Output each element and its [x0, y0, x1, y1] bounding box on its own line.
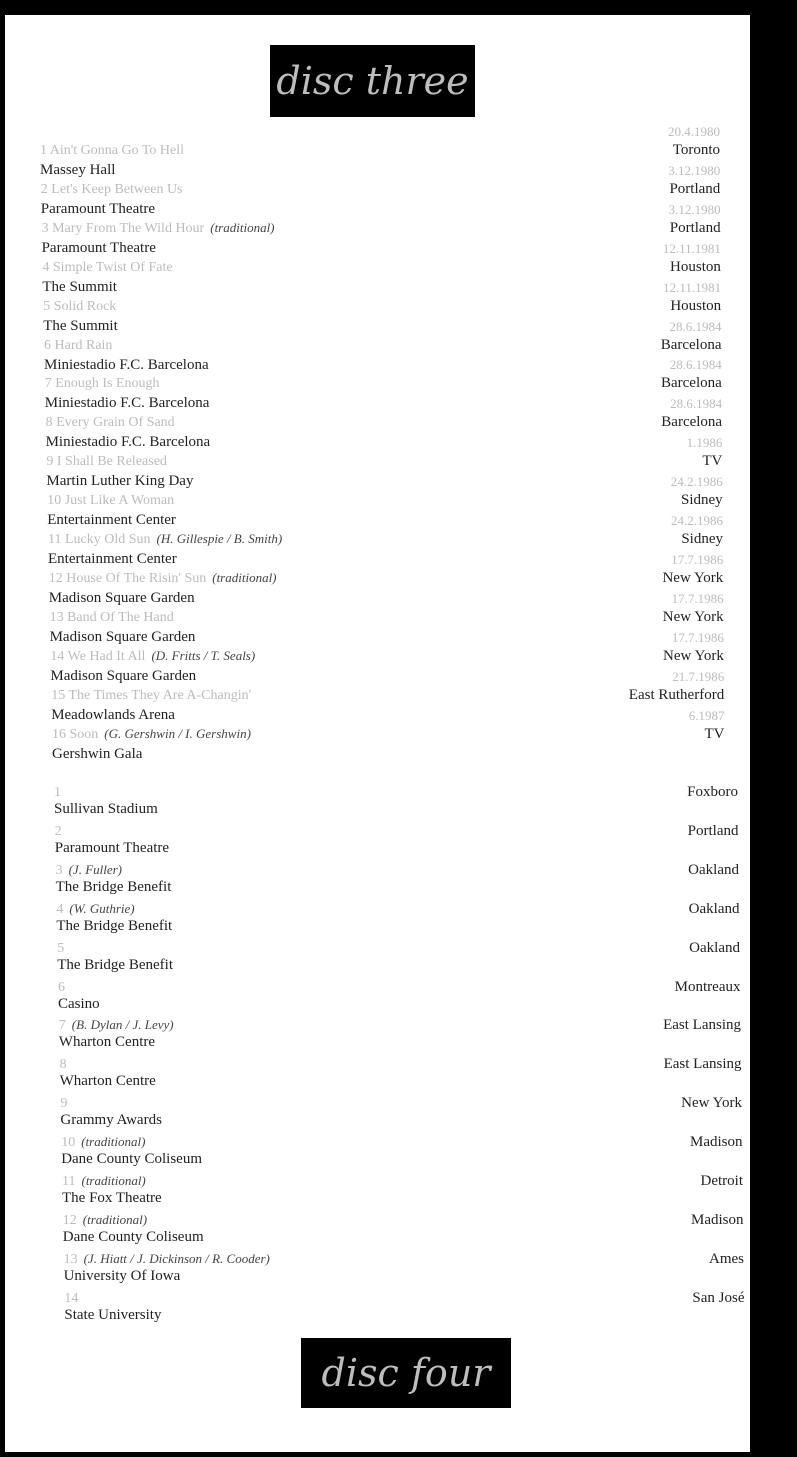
track-venue: The Summit — [42, 278, 117, 295]
track-venue: Madison Square Garden — [50, 667, 197, 684]
track-city: Portland — [687, 822, 739, 839]
track-venue: Wharton Centre — [58, 1034, 156, 1051]
track-song: 7 Enough Is Enough — [44, 376, 160, 392]
track-title-line — [48, 531, 282, 548]
track-song: 2 — [54, 823, 62, 839]
track-date: 20.4.1980 — [668, 124, 720, 139]
track-city: Barcelona — [660, 375, 722, 392]
track-city: Portland — [669, 180, 721, 197]
track-date: 24.2.1986 — [670, 474, 723, 490]
track-date: 24.2.1986 — [671, 513, 723, 528]
track-city: Sidney — [681, 531, 723, 547]
track-city: Foxboro — [687, 784, 738, 800]
track-date: 12.11.1981 — [662, 240, 721, 256]
track-venue: Casino — [58, 995, 100, 1012]
track-city: Oakland — [689, 939, 740, 956]
track-title-line — [64, 1251, 270, 1268]
track-venue: The Fox Theatre — [62, 1190, 162, 1206]
track-city: TV — [704, 725, 725, 742]
track-venue: Entertainment Center — [47, 512, 176, 529]
track-song: 12 — [62, 1212, 77, 1228]
track-credit: (traditional) — [81, 1134, 146, 1150]
track-venue: Gershwin Gala — [52, 745, 143, 762]
track-city: East Lansing — [663, 1017, 741, 1034]
track-venue: Paramount Theatre — [40, 200, 156, 217]
track-venue: Wharton Centre — [59, 1073, 156, 1090]
track-title-line — [55, 823, 62, 840]
track-credit: (traditional) — [210, 219, 275, 235]
track-date: 17.7.1986 — [671, 590, 724, 606]
track-song: 6 — [58, 979, 65, 995]
track-city: Detroit — [700, 1173, 743, 1189]
track-song: 11 — [62, 1174, 76, 1189]
track-city: New York — [681, 1095, 742, 1112]
track-title-line — [50, 609, 174, 626]
track-city: Oakland — [688, 861, 739, 878]
track-title-line — [42, 259, 172, 276]
track-venue: Paramount Theatre — [41, 239, 156, 256]
track-venue: Dane County Coliseum — [61, 1151, 203, 1168]
track-title-line — [58, 979, 65, 996]
track-venue: Paramount Theatre — [54, 839, 170, 856]
disc-three-title: disc three — [270, 45, 475, 117]
track-date: 12.11.1981 — [663, 279, 722, 295]
track-date: 28.6.1984 — [670, 396, 723, 412]
track-city: New York — [662, 569, 724, 586]
track-date: 6.1987 — [688, 707, 725, 723]
track-credit: (J. Fuller) — [68, 861, 123, 877]
track-title-line — [64, 1290, 78, 1307]
track-credit: (H. Gillespie / B. Smith) — [156, 531, 283, 546]
track-venue: The Summit — [43, 317, 118, 334]
track-song: 10 — [61, 1135, 76, 1151]
track-song: 8 Every Grain Of Sand — [45, 415, 175, 431]
track-credit: (D. Fritts / T. Seals) — [151, 647, 256, 663]
track-title-line — [50, 648, 255, 665]
track-date: 3.12.1980 — [668, 201, 721, 217]
track-city: Houston — [670, 258, 721, 275]
track-date: 28.6.1984 — [669, 357, 722, 373]
track-song: 2 Let's Keep Between Us — [40, 181, 183, 197]
track-date: 17.7.1986 — [671, 551, 724, 567]
track-city: Sidney — [681, 492, 723, 509]
track-venue: The Bridge Benefit — [57, 956, 173, 973]
track-city: Barcelona — [660, 336, 722, 353]
track-city: Ames — [709, 1250, 744, 1267]
track-song: 1 — [54, 785, 61, 800]
track-song: 14 — [64, 1290, 79, 1306]
track-title-line — [42, 220, 275, 237]
track-title-line — [49, 570, 277, 587]
track-date: 17.7.1986 — [671, 629, 724, 645]
track-city: Portland — [669, 219, 721, 236]
track-title-line — [46, 414, 175, 431]
track-city: Houston — [670, 297, 722, 314]
track-title-line — [54, 784, 61, 801]
track-song: 15 The Times They Are A-Changin' — [51, 687, 252, 703]
track-city: Montreaux — [674, 978, 741, 995]
track-title-line — [43, 298, 116, 315]
track-venue: The Bridge Benefit — [55, 878, 172, 895]
track-song: 16 Soon — [52, 726, 99, 742]
track-venue: Miniestadio F.C. Barcelona — [44, 395, 210, 412]
track-title-line — [57, 940, 64, 957]
disc-four-title: disc four — [301, 1338, 511, 1408]
track-credit: (W. Guthrie) — [69, 900, 135, 916]
track-city: San José — [692, 1289, 745, 1306]
track-song: 3 — [55, 862, 63, 878]
track-title-line — [46, 453, 167, 470]
track-title-line — [61, 1134, 145, 1151]
track-song: 14 We Had It All — [50, 648, 146, 664]
track-title-line — [51, 687, 251, 704]
track-title-line — [44, 337, 112, 354]
track-venue: Sullivan Stadium — [54, 801, 158, 817]
track-title-line — [62, 1173, 146, 1190]
track-venue: Miniestadio F.C. Barcelona — [45, 434, 211, 451]
track-title-line — [47, 492, 174, 509]
track-title-line — [59, 1017, 174, 1034]
track-venue: University Of Iowa — [63, 1267, 181, 1284]
track-city: East Rutherford — [628, 686, 725, 703]
track-venue: Miniestadio F.C. Barcelona — [44, 356, 209, 373]
track-song: 3 Mary From The Wild Hour — [41, 220, 205, 236]
track-date: 1.1986 — [686, 435, 723, 451]
track-title-line — [40, 142, 184, 159]
track-title-line — [56, 901, 134, 918]
track-title-line — [45, 375, 160, 392]
track-date: 28.6.1984 — [669, 318, 722, 334]
track-city: East Lansing — [663, 1056, 742, 1073]
track-venue: Madison Square Garden — [49, 628, 196, 645]
track-song: 13 Band Of The Hand — [49, 609, 174, 625]
track-credit: (B. Dylan / J. Levy) — [71, 1017, 174, 1033]
track-venue: Massey Hall — [40, 162, 116, 178]
track-venue: State University — [64, 1306, 162, 1323]
track-city: Madison — [691, 1211, 744, 1228]
track-song: 9 — [60, 1096, 68, 1112]
track-venue: Dane County Coliseum — [62, 1228, 204, 1245]
track-venue: Entertainment Center — [48, 551, 177, 567]
track-title-line — [63, 1212, 147, 1229]
track-city: New York — [662, 608, 724, 625]
track-city: New York — [663, 647, 724, 664]
track-song: 5 Solid Rock — [43, 298, 117, 314]
track-venue: Meadowlands Arena — [51, 706, 175, 723]
track-credit: (traditional) — [81, 1173, 146, 1188]
track-city: Toronto — [672, 142, 720, 158]
track-city: Oakland — [688, 900, 740, 917]
track-title-line — [56, 862, 122, 879]
track-song: 1 Ain't Gonna Go To Hell — [40, 143, 184, 158]
track-song: 12 House Of The Risin' Sun — [48, 570, 207, 586]
track-song: 6 Hard Rain — [44, 337, 113, 353]
track-venue: Grammy Awards — [60, 1112, 162, 1129]
track-song: 9 I Shall Be Released — [46, 454, 167, 470]
track-title-line — [52, 726, 251, 743]
track-song: 11 Lucky Old Sun — [48, 532, 151, 547]
track-date: 3.12.1980 — [668, 162, 721, 178]
track-city: Madison — [690, 1134, 743, 1151]
track-song: 5 — [57, 940, 65, 956]
track-credit: (G. Gershwin / I. Gershwin) — [104, 725, 251, 741]
track-song: 4 Simple Twist Of Fate — [42, 259, 173, 275]
track-venue: The Bridge Benefit — [56, 917, 173, 934]
track-title-line — [60, 1056, 67, 1073]
track-city: Barcelona — [661, 414, 723, 431]
track-venue: Madison Square Garden — [48, 589, 195, 606]
track-venue: Martin Luther King Day — [46, 473, 194, 490]
track-song: 4 — [56, 901, 64, 917]
track-city: TV — [702, 453, 723, 470]
track-song: 10 Just Like A Woman — [47, 493, 175, 509]
track-credit: (J. Hiatt / J. Dickinson / R. Cooder) — [83, 1250, 270, 1266]
track-title-line — [60, 1095, 67, 1112]
track-song: 7 — [58, 1018, 66, 1034]
track-song: 13 — [63, 1251, 78, 1267]
track-date: 21.7.1986 — [672, 668, 725, 684]
track-credit: (traditional) — [212, 569, 277, 585]
track-credit: (traditional) — [82, 1211, 148, 1227]
track-song: 8 — [59, 1057, 67, 1073]
track-title-line — [41, 181, 183, 198]
